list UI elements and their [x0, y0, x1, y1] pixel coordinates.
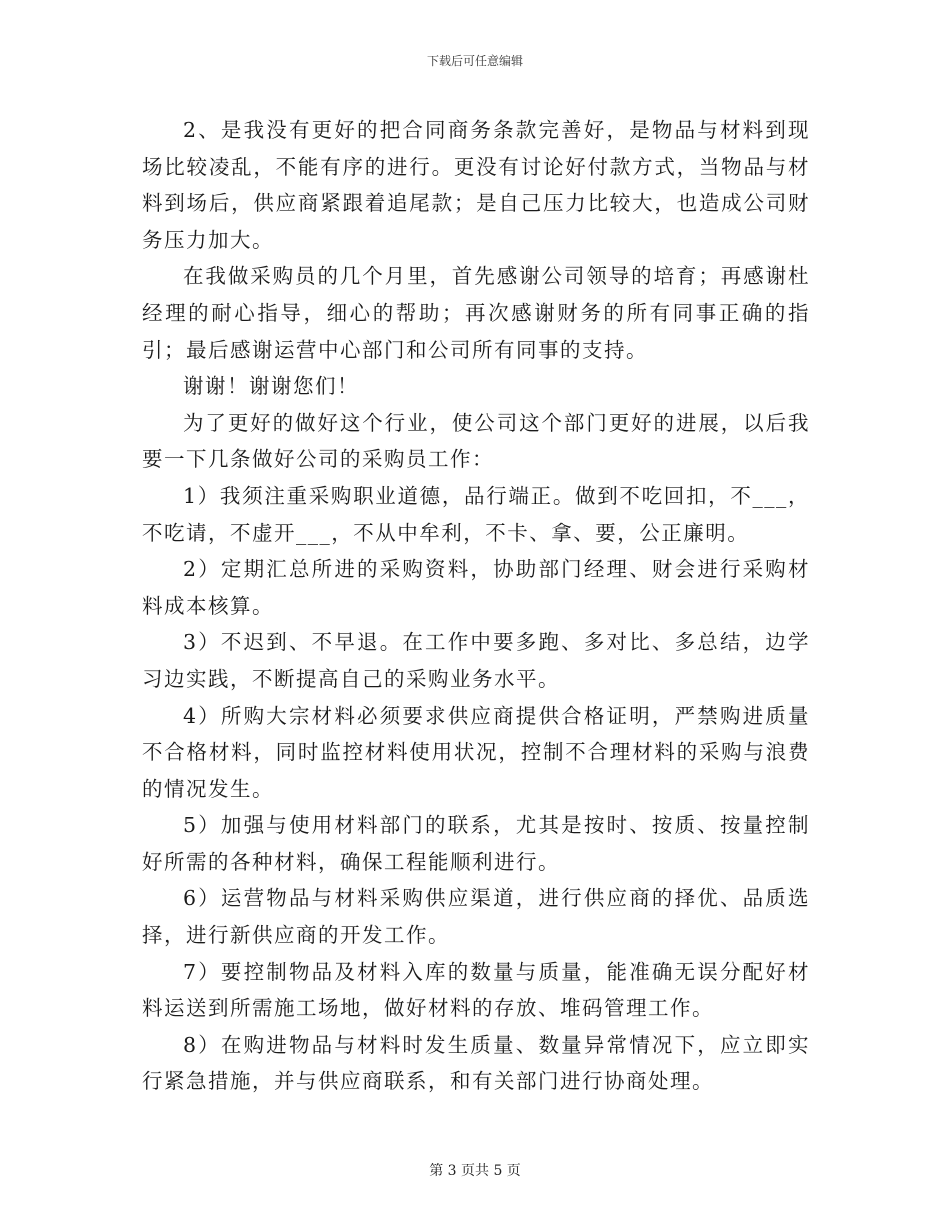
paragraph-item-3: 3）不迟到、不早退。在工作中要多跑、多对比、多总结，边学习边实践，不断提高自己的采购业务水平。 [142, 630, 810, 691]
paragraph-item-8: 8）在购进物品与材料时发生质量、数量异常情况下，应立即实行紧急措施，并与供应商联系，和有关部门进行协商处理。 [142, 1032, 810, 1094]
paragraph-item-6: 6）运营物品与材料采购供应渠道，进行供应商的择优、品质选择，进行新供应商的开发工作。 [142, 886, 810, 948]
paragraph-future-plan-intro: 为了更好的做好这个行业，使公司这个部门更好的进展，以后我要一下几条做好公司的采购员工作： [142, 410, 810, 472]
paragraph-item-7: 7）要控制物品及材料入库的数量与质量，能准确无误分配好材料运送到所需施工场地，做好材料的存放、堆码管理工作。 [142, 959, 810, 1021]
paragraph-item-1: 1）我须注重采购职业道德，品行端正。做到不吃回扣，不___，不吃请，不虚开___，不从中牟利，不卡、拿、要，公正廉明。 [142, 483, 810, 545]
paragraph-item-4: 4）所购大宗材料必须要求供应商提供合格证明，严禁购进质量不合格材料，同时监控材料使用状况，控制不合理材料的采购与浪费的情况发生。 [142, 703, 810, 801]
paragraph-item-2: 2）定期汇总所进的采购资料，协助部门经理、财会进行采购材料成本核算。 [142, 557, 810, 618]
page-header: 下载后可任意编辑 [426, 54, 523, 68]
paragraph-acknowledgements: 在我做采购员的几个月里，首先感谢公司领导的培育；再感谢杜经理的耐心指导，细心的帮助；再次感谢财务的所有同事正确的指引；最后感谢运营中心部门和公司所有同事的支持。 [142, 264, 810, 362]
document-body [142, 112, 810, 1100]
page-footer: 第 3 页共 5 页 [429, 1163, 521, 1179]
paragraph-thanks: 谢谢！谢谢您们！ [183, 374, 359, 399]
paragraph-procurement-issue-2: 2、是我没有更好的把合同商务条款完善好，是物品与材料到现场比较凌乱，不能有序的进行。更没有讨论好付款方式，当物品与材料到场后，供应商紧跟着追尾款；是自己压力比较大，也造成公司财务压力加大。 [142, 118, 810, 252]
paragraph-item-5: 5）加强与使用材料部门的联系，尤其是按时、按质、按量控制好所需的各种材料，确保工程能顺利进行。 [142, 813, 810, 874]
